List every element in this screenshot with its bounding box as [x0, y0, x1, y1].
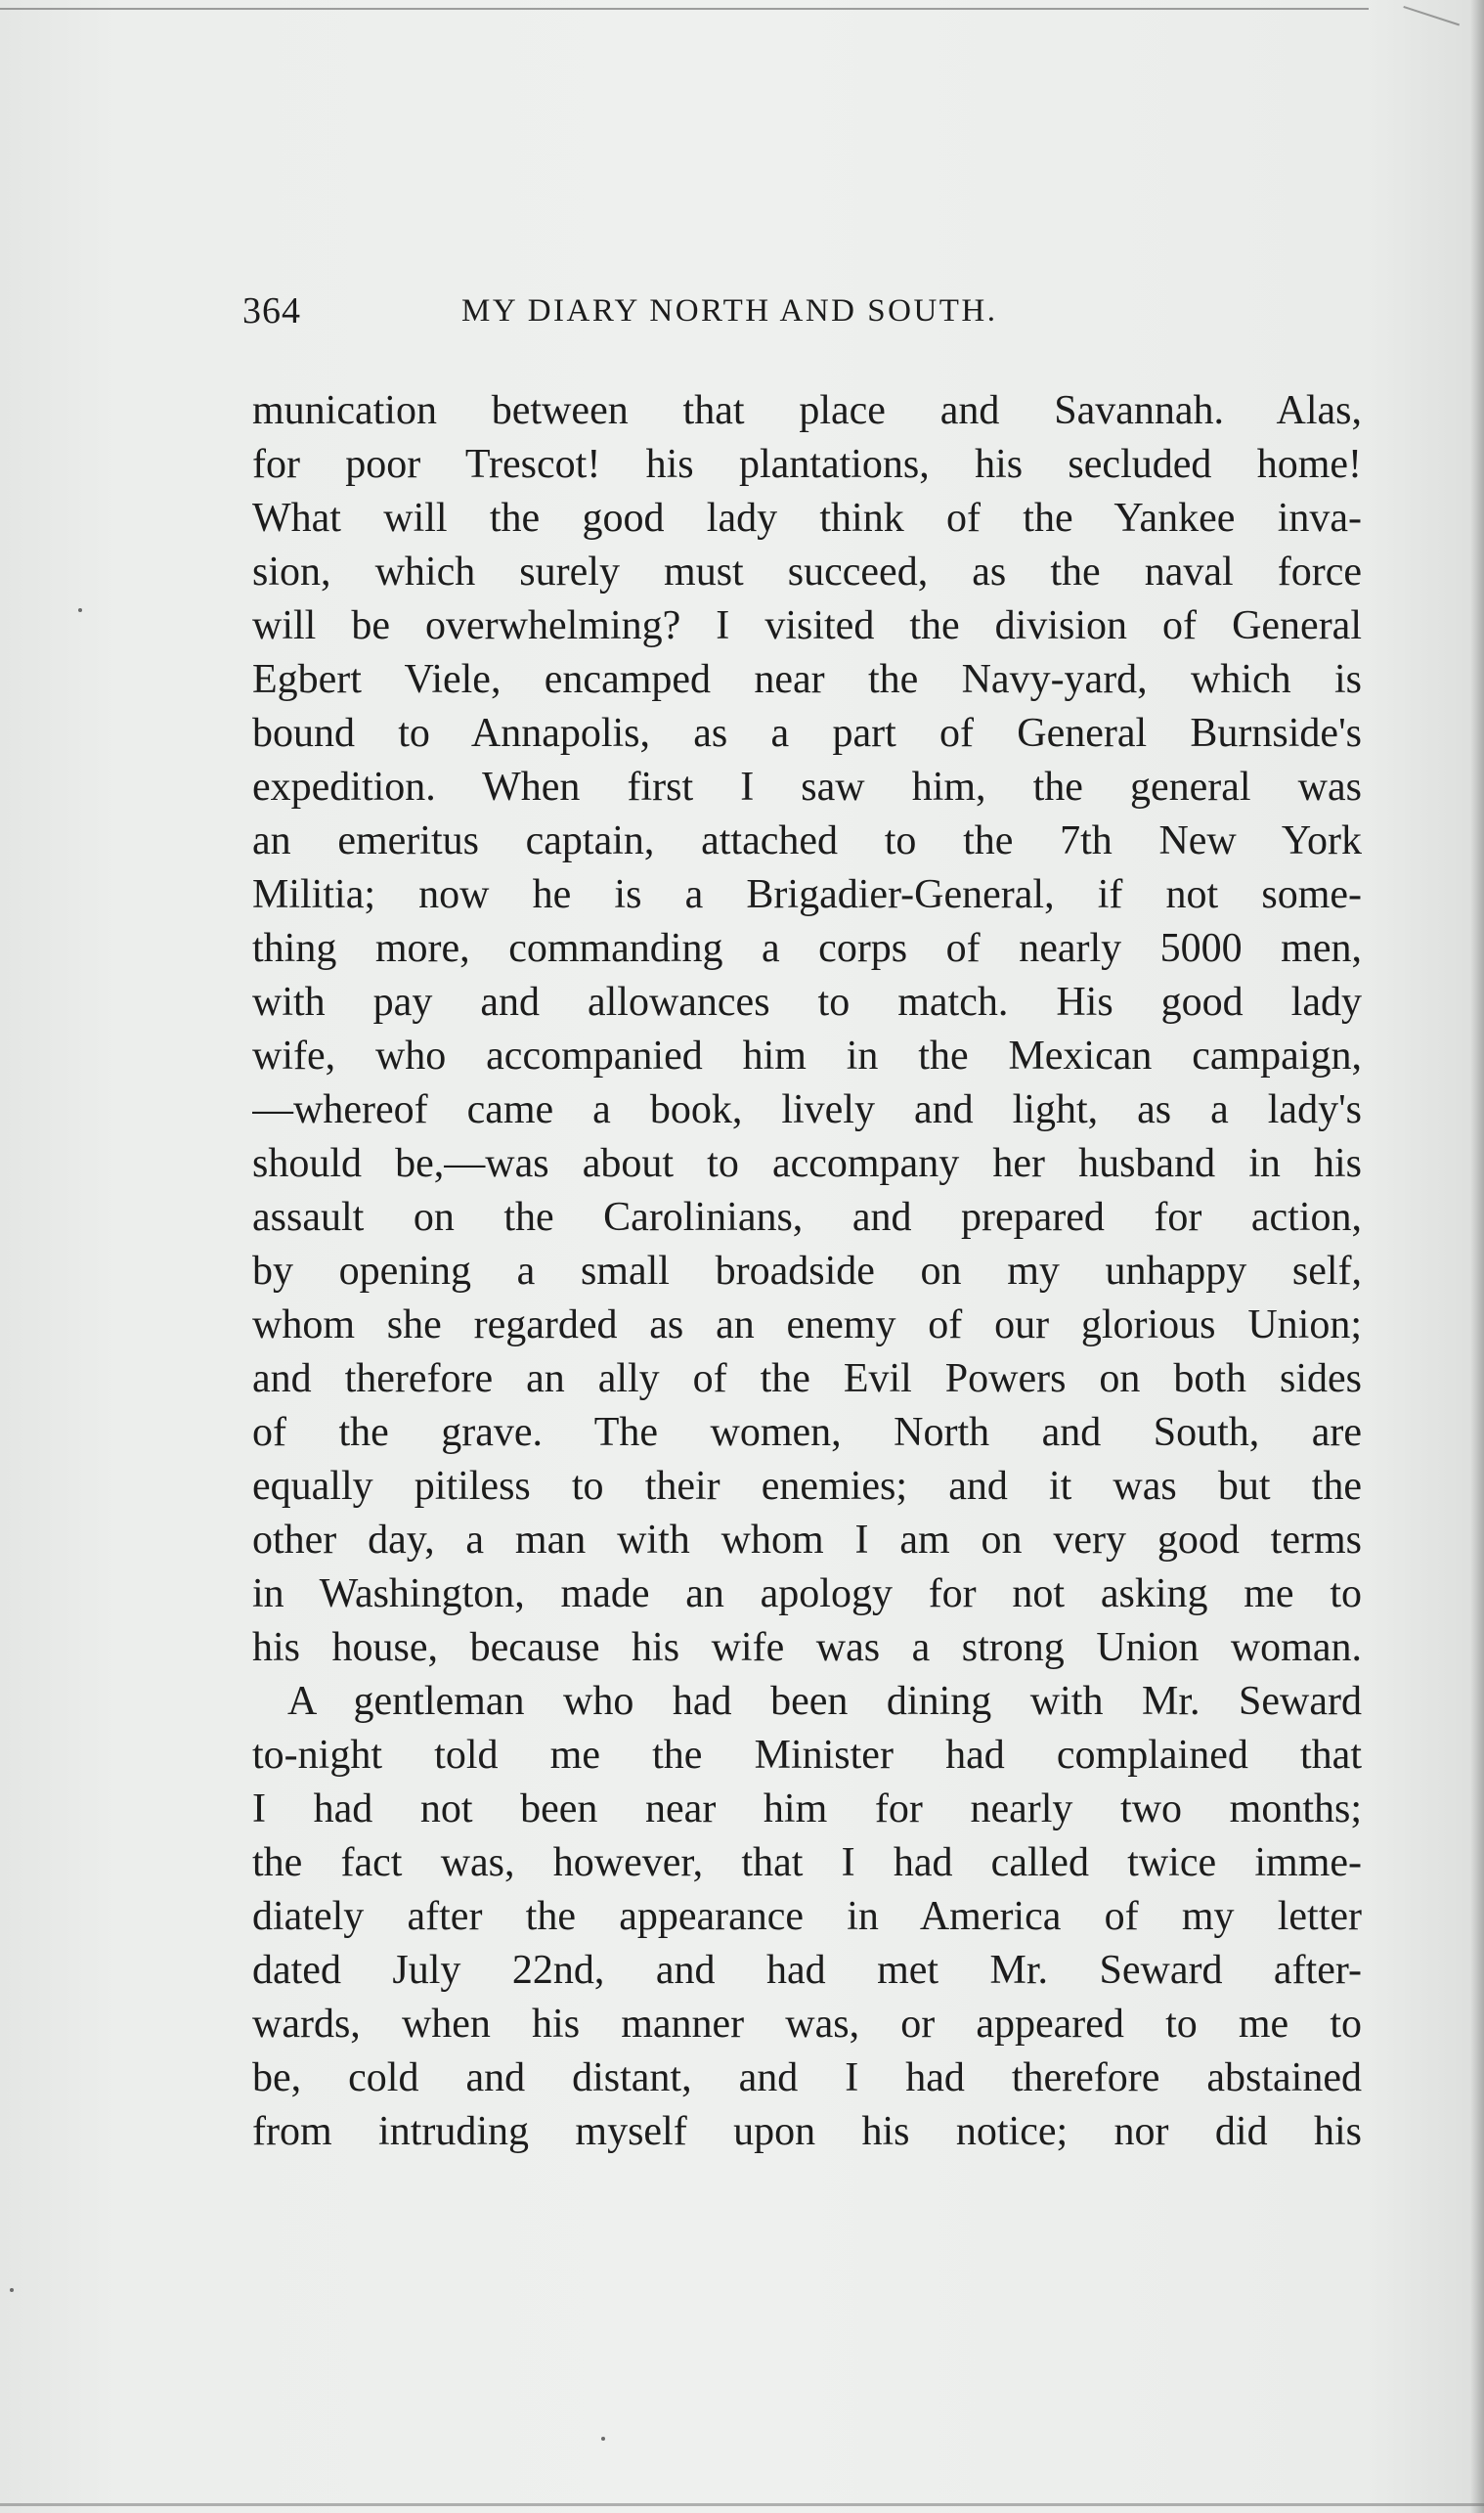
text-line: munication between that place and Savannah. Alas, [252, 388, 1362, 433]
text-line: an emeritus captain, attached to the 7th New York [252, 818, 1362, 863]
text-line: —whereof came a book, lively and light, as a lady's [252, 1087, 1362, 1132]
top-edge-rule [0, 8, 1369, 10]
text-line: wards, when his manner was, or appeared to me to [252, 2002, 1362, 2047]
running-head [242, 289, 1367, 338]
text-line: Egbert Viele, encamped near the Navy-yard, which is [252, 657, 1362, 702]
text-line: bound to Annapolis, as a part of General Burnside's [252, 711, 1362, 756]
corner-fold-mark [1391, 6, 1460, 63]
text-line: the fact was, however, that I had called twice imme- [252, 1840, 1362, 1885]
text-line: thing more, commanding a corps of nearly 5000 men, [252, 926, 1362, 971]
text-line: be, cold and distant, and I had therefore abstained [252, 2055, 1362, 2100]
text-line: assault on the Carolinians, and prepared for action, [252, 1195, 1362, 1240]
text-line: of the grave. The women, North and South, are [252, 1410, 1362, 1455]
paper-speck [10, 2288, 14, 2292]
text-line: What will the good lady think of the Yankee inva- [252, 496, 1362, 541]
text-line: from intruding myself upon his notice; nor did his [252, 2109, 1362, 2154]
text-line: equally pitiless to their enemies; and it was but the [252, 1464, 1362, 1509]
text-line: with pay and allowances to match. His good lady [252, 980, 1362, 1025]
text-line: for poor Trescot! his plantations, his secluded home! [252, 442, 1362, 487]
text-line: Militia; now he is a Brigadier-General, if not some- [252, 872, 1362, 917]
page-edge-shadow [1470, 0, 1484, 2513]
text-line: sion, which surely must succeed, as the naval force [252, 550, 1362, 595]
text-line: whom she regarded as an enemy of our glorious Union; [252, 1302, 1362, 1347]
running-title: MY DIARY NORTH AND SOUTH. [461, 293, 998, 329]
text-line: his house, because his wife was a strong Union woman. [252, 1625, 1362, 1670]
text-line: expedition. When first I saw him, the general was [252, 765, 1362, 810]
bottom-edge-rule [0, 2503, 1484, 2506]
text-line: wife, who accompanied him in the Mexican campaign, [252, 1034, 1362, 1079]
text-line: in Washington, made an apology for not asking me to [252, 1571, 1362, 1616]
paper-speck [601, 2437, 605, 2441]
text-line: dated July 22nd, and had met Mr. Seward after- [252, 1948, 1362, 1993]
text-line: to-night told me the Minister had complained that [252, 1733, 1362, 1778]
paper-speck [78, 608, 82, 612]
text-line: will be overwhelming? I visited the division of General [252, 603, 1362, 648]
body-text [252, 384, 1362, 2159]
text-line: by opening a small broadside on my unhappy self, [252, 1249, 1362, 1294]
text-line: other day, a man with whom I am on very good terms [252, 1518, 1362, 1563]
text-line: and therefore an ally of the Evil Powers on both sides [252, 1356, 1362, 1401]
page-number: 364 [242, 290, 301, 331]
paragraph-start-line: A gentleman who had been dining with Mr. Seward [287, 1679, 1362, 1724]
text-line: should be,—was about to accompany her husband in his [252, 1141, 1362, 1186]
text-line: I had not been near him for nearly two months; [252, 1786, 1362, 1831]
text-line: diately after the appearance in America of my letter [252, 1894, 1362, 1939]
